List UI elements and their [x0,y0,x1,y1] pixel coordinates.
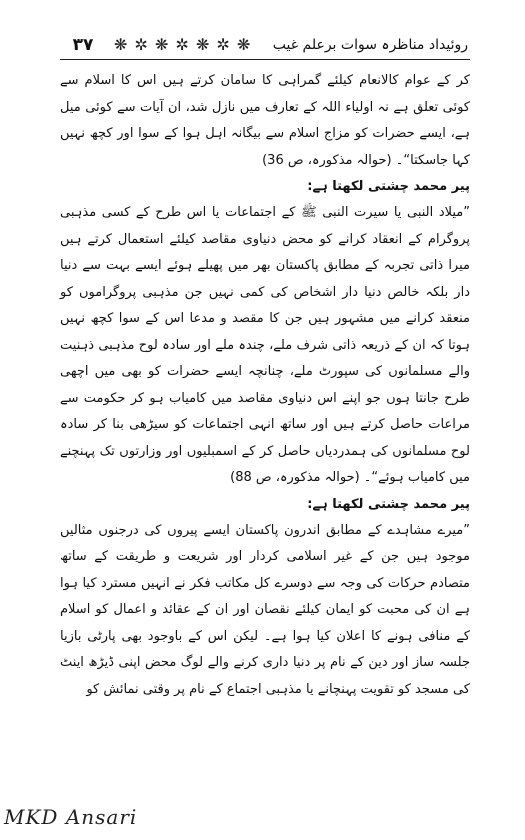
paragraph-2-text: ”میلاد النبی یا سیرت النبی ﷺ کے اجتماعات یا اس طرح کے کسی مذہبی پروگرام کے انعقاد کرانے کو محض دنیاوی مقاصد کیلئے استعمال کرتے ہیں میرا ذاتی تجربہ کے مطابق پاکستان بھر میں پھیلے ہوئے ایسے بہت سے دنیا دار بلکہ خالص دنیا دار اشخاص کی کمی نہیں جن مذہبی پروگراموں کو منعقد کرانے میں مشہور ہیں جن کا مقصد و مدعا اس کے سوا کچھ نہیں ہوتا کہ ان کے ذریعہ ذاتی شرف ملے، چندہ ملے اور سادہ لوح مذہبی ذہنیت والے مسلمانوں کی سپورٹ ملے، چنانچہ ایسے حضرات کو بھی میں اچھی طرح جانتا ہوں جو اپنے اس دنیاوی مقاصد میں کامیاب ہو کر حکومت سے مراعات حاصل کرتے ہیں اور ساتھ انہی اجتماعات کو سیڑھی بنا کر سادہ لوح مسلمانوں کی ہمدردیاں حاصل کر کے اسمبلیوں اور وزارتوں تک پہنچنے میں کامیاب ہوئے“۔ [60,205,470,485]
header-rule [60,59,470,60]
paragraph-1 [60,68,470,174]
header-ornaments: ❋ ✲ ❋ ✲ ❋ ✲ ❋ [114,35,252,54]
reference-2: (حوالہ مذکورہ، ص 88) [230,470,360,485]
reference-1: (حوالہ مذکورہ، ص 36) [262,152,392,168]
paragraph-3: ”میرے مشاہدے کے مطابق اندرون پاکستان ایسے پیروں کی درجنوں مثالیں موجود ہیں جن کے غیر اسلامی کردار اور شریعت و طریقت کے ساتھ متصادم حرکات کی وجہ سے دوسرے کل مکاتب فکر نے انہیں مسترد کیا ہوا ہے ان کی محبت کو ایمان کیلئے نقصان اور ان کے عقائد و اعمال کو اسلام کے منافی ہونے کا اعلان کیا ہوا ہے۔ لیکن اس کے باوجود بھی پارٹی بازیا جلسہ ساز اور دین کے نام پر دنیا داری کرنے والے لوگ محض اپنی ڈیڑھ اینٹ کی مسجد کو تقویت پہنچانے یا مذہبی اجتماع کے نام پر وقتی نمائش کو [60,522,470,697]
quote-label-2: پیر محمد چشتی لکھتا ہے: [307,496,470,512]
paragraph-2 [60,200,470,492]
paragraph-1-text: کر کے عوام کالانعام کیلئے گمراہی کا سامان کرتے ہیں اس کا اسلام سے کوئی تعلق ہے نہ اولیاء اللہ کے تعارف میں نازل شد، ان آیات سے کوئی میل ہے، ایسے حضرات کو مزاج اسلام سے بیگانہ اہل ہوا کے سوا اور کچھ نہیں کہا جاسکتا“۔ [60,73,470,168]
page-number: ۳۷ [72,35,94,55]
running-title: روئیداد مناظرہ سوات برعلم غیب [272,37,468,53]
quote-label-1: پیر محمد چشتی لکھتا ہے: [307,179,470,194]
page-body [60,68,470,703]
page-header [60,34,470,58]
handwritten-signature: MKD Ansari [4,805,138,829]
